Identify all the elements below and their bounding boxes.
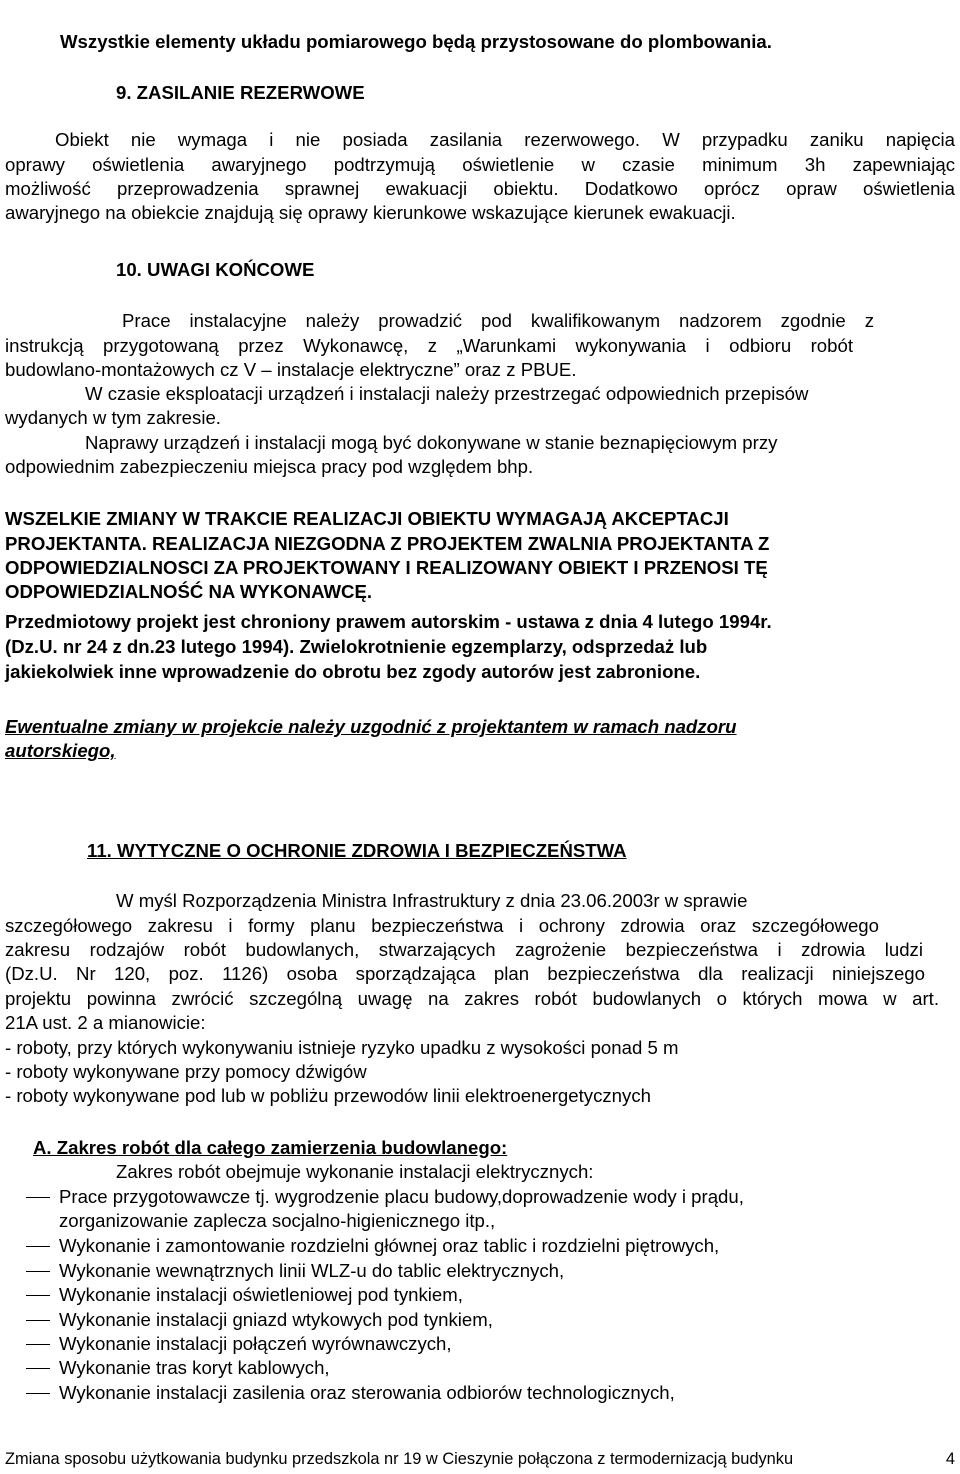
paragraph-line: W czasie eksploatacji urządzeń i instalacji należy przestrzegać odpowiednich przepisów [85,383,809,404]
bold-notice-line: PROJEKTANTA. REALIZACJA NIEZGODNA Z PROJEKTEM ZWALNIA PROJEKTANTA Z [5,533,770,554]
scope-item: Wykonanie instalacji połączeń wyrównawczych, [59,1333,452,1354]
subsection-a-heading: A. Zakres robót dla całego zamierzenia budowlanego: [33,1137,508,1158]
scope-item: Wykonanie wewnątrznych linii WLZ-u do tablic elektrycznych, [59,1260,565,1281]
paragraph-line: instrukcją przygotowaną przez Wykonawcę, z „Warunkami wykonywania i odbioru robót [5,335,853,356]
section-10-heading: 10. UWAGI KOŃCOWE [116,259,315,280]
dash-bullet [26,1271,50,1272]
paragraph-line: (Dz.U. Nr 120, poz. 1126) osoba sporządzająca plan bezpieczeństwa dla realizacji niniejszego [5,963,925,984]
paragraph-line: Obiekt nie wymaga i nie posiada zasilania rezerwowego. W przypadku zaniku napięcia [55,129,955,150]
paragraph-line: projektu powinna zwrócić szczególną uwagę na zakres robót budowlanych o których mowa w art. [5,988,939,1009]
paragraph-line: 21A ust. 2 a mianowicie: [5,1012,206,1033]
paragraph-line: odpowiednim zabezpieczeniu miejsca pracy pod względem bhp. [5,456,534,477]
paragraph-line: zakresu rodzajów robót budowlanych, stwarzających zagrożenie bezpieczeństwa i zdrowia ludzi [5,939,923,960]
scope-item: Wykonanie tras koryt kablowych, [59,1357,330,1378]
paragraph-line: szczegółowego zakresu i formy planu bezpieczeństwa i ochrony zdrowia oraz szczegółowego [5,915,879,936]
copyright-line: (Dz.U. nr 24 z dn.23 lutego 1994). Zwielokrotnienie egzemplarzy, odsprzedaż lub [5,636,708,657]
paragraph-line: oprawy oświetlenia awaryjnego podtrzymują oświetlenie w czasie minimum 3h zapewniając [5,154,955,175]
scope-item: Wykonanie instalacji gniazd wtykowych pod tynkiem, [59,1309,493,1330]
footer-text: Zmiana sposobu użytkowania budynku przedszkola nr 19 w Cieszynie połączona z termodernizacją budynku [5,1450,794,1468]
hazard-list-item: - roboty wykonywane przy pomocy dźwigów [5,1061,367,1082]
scope-item: Wykonanie instalacji oświetleniowej pod tynkiem, [59,1284,463,1305]
paragraph-line: budowlano-montażowych cz V – instalacje elektryczne” oraz z PBUE. [5,359,577,380]
hazard-list-item: - roboty wykonywane pod lub w pobliżu przewodów linii elektroenergetycznych [5,1085,651,1106]
section-9-heading: 9. ZASILANIE REZERWOWE [116,82,365,103]
dash-bullet [26,1197,50,1198]
bold-notice-line: WSZELKIE ZMIANY W TRAKCIE REALIZACJI OBIEKTU WYMAGAJĄ AKCEPTACJI [5,508,729,529]
paragraph-line: Prace instalacyjne należy prowadzić pod kwalifikowanym nadzorem zgodnie z [122,310,874,331]
scope-item: Prace przygotowawcze tj. wygrodzenie placu budowy,doprowadzenie wody i prądu, [59,1186,744,1207]
dash-bullet [26,1368,50,1369]
page-number: 4 [945,1450,955,1468]
scope-item: Wykonanie i zamontowanie rozdzielni głównej oraz tablic i rozdzielni piętrowych, [59,1235,720,1256]
paragraph-line: możliwość przeprowadzenia sprawnej ewakuacji obiektu. Dodatkowo oprócz opraw oświetlenia [5,178,955,199]
scope-intro: Zakres robót obejmuje wykonanie instalacji elektrycznych: [116,1161,594,1182]
intro-text: Wszystkie elementy układu pomiarowego będą przystosowane do plombowania. [60,31,772,52]
section-11-heading: 11. WYTYCZNE O OCHRONIE ZDROWIA I BEZPIECZEŃSTWA [87,840,627,861]
paragraph-line: wydanych w tym zakresie. [5,407,221,428]
paragraph-line: W myśl Rozporządzenia Ministra Infrastruktury z dnia 23.06.2003r w sprawie [116,890,748,911]
bold-notice-line: ODPOWIEDZIALNOSCI ZA PROJEKTOWANY I REALIZOWANY OBIEKT I PRZENOSI TĘ [5,557,768,578]
copyright-line: Przedmiotowy projekt jest chroniony prawem autorskim - ustawa z dnia 4 lutego 1994r. [5,611,772,632]
scope-item: Wykonanie instalacji zasilenia oraz sterowania odbiorów technologicznych, [59,1382,675,1403]
hazard-list-item: - roboty, przy których wykonywaniu istnieje ryzyko upadku z wysokości ponad 5 m [5,1037,679,1058]
dash-bullet [26,1295,50,1296]
bold-notice-line: ODPOWIEDZIALNOŚĆ NA WYKONAWCĘ. [5,581,373,602]
page-footer [5,1449,955,1469]
author-note-line: Ewentualne zmiany w projekcie należy uzgodnić z projektantem w ramach nadzoru [5,716,737,737]
dash-bullet [26,1344,50,1345]
dash-bullet [26,1320,50,1321]
dash-bullet [26,1393,50,1394]
copyright-line: jakiekolwiek inne wprowadzenie do obrotu bez zgody autorów jest zabronione. [5,661,701,682]
scope-item-continuation: zorganizowanie zaplecza socjalno-higienicznego itp., [59,1210,496,1231]
author-note-line: autorskiego, [5,740,116,761]
paragraph-line: Naprawy urządzeń i instalacji mogą być dokonywane w stanie beznapięciowym przy [85,432,778,453]
paragraph-line: awaryjnego na obiekcie znajdują się oprawy kierunkowe wskazujące kierunek ewakuacji. [5,202,736,223]
dash-bullet [26,1246,50,1247]
